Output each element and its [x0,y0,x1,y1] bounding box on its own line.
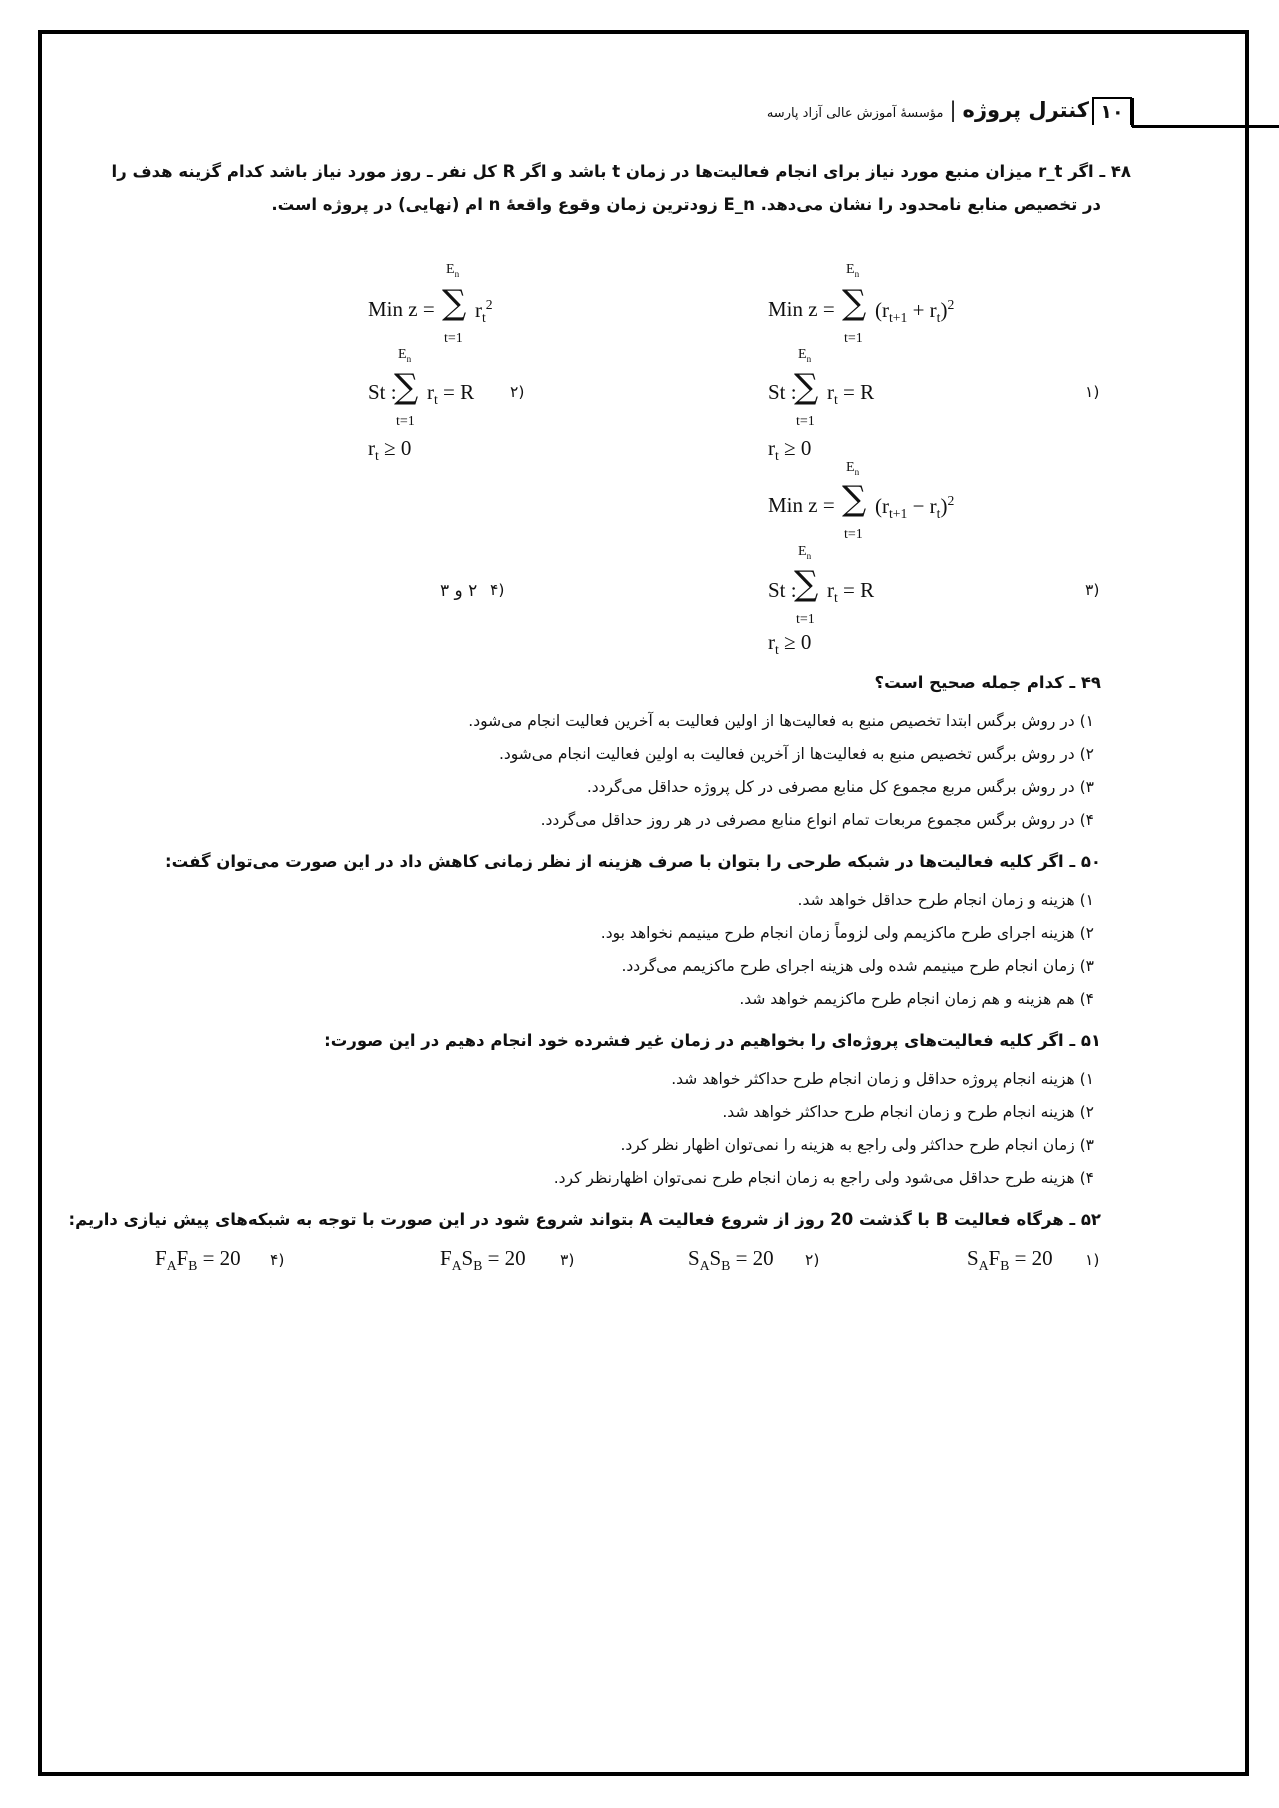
opt1-eq-R: = R [843,380,875,404]
opt2-eq-R: = R [443,380,475,404]
q50-question: ۵۰ ـ اگر کلیه فعالیت‌ها در شبکه طرحی را بتوان با صرف هزینه از نظر زمانی کاهش داد در این صورت می‌توان گفت: [165,852,1101,871]
opt3-st-lower: t=1 [796,612,815,627]
q51-option-4: ۴) هزینه طرح حداقل می‌شود ولی راجع به زمان انجام طرح نمی‌توان اظهارنظر کرد. [553,1169,1094,1187]
opt3-nonneg: $r_t \ge 0$ [768,630,812,658]
opt2-upper-n: n [454,268,460,279]
q51-question: ۵۱ ـ اگر کلیه فعالیت‌های پروژه‌ای را بخواهیم در زمان غیر فشرده خود انجام دهیم در این صورت: [324,1031,1101,1050]
opt2-ge0: ≥ 0 [384,436,412,460]
opt3-constraint: $r_t = R$ [827,578,875,606]
opt1-st-lower: t=1 [796,414,815,429]
q48-line1 [112,162,1131,181]
opt3-sum-lower: t=1 [844,527,863,542]
q49-option-3: ۳) در روش برگس مربع مجموع کل منابع مصرفی در کل پروژه حداقل می‌گردد. [586,778,1094,796]
opt3-objective: $(r_{t+1} - r_t)^2$ [875,493,955,522]
q52-expr-2: $S_AS_B = 20$ [688,1246,774,1274]
opt3-sigma-icon: ∑ [842,479,867,519]
q48-line2-text: در تخصیص منابع نامحدود را نشان می‌دهد. E_n زودترین زمان وقوع واقعهٔ n ام (نهایی) در پروژه است. [271,195,1101,214]
opt3-sum-upper: $E_n$ [846,460,860,477]
q52-label-1: (۱ [1085,1251,1100,1269]
q51-option-2: ۲) هزینه انجام طرح و زمان انجام طرح حداکثر خواهد شد. [722,1103,1094,1121]
opt3-st-upper: $E_n$ [798,544,812,561]
opt2-st-lower: t=1 [396,414,415,429]
q49-option-4: ۴) در روش برگس مجموع مربعات تمام انواع منابع مصرفی در هر روز حداقل می‌گردد. [540,811,1094,829]
q52-label-4: (۴ [270,1251,285,1269]
opt2-sum-lower: t=1 [444,331,463,346]
q49-option-1: ۱) در روش برگس ابتدا تخصیص منبع به فعالیت‌ها از اولین فعالیت به آخرین فعالیت انجام می‌شود. [468,712,1094,730]
opt2-nonneg: $r_t \ge 0$ [368,436,412,464]
q48-label-3: (۳ [1085,581,1100,599]
q48-label-2: (۲ [510,383,525,401]
q48-line1-text: ۴۸ ـ اگر r_t میزان منبع مورد نیاز برای انجام فعالیت‌ها در زمان t باشد و اگر R کل نفر ـ روز مورد نیاز باشد کدام گزینه هدف را [111,162,1131,181]
q48-line2 [271,195,1101,214]
opt2-constraint: $r_t = R$ [427,380,475,408]
opt2-upper-e: E [446,262,455,277]
opt2-sum-upper [446,262,459,279]
opt1-ge0: ≥ 0 [784,436,812,460]
opt3-st-label: St : [768,578,797,602]
opt1-sum-upper: $E_n$ [846,262,860,279]
header-rule [1132,125,1279,128]
header-separator: | [949,98,957,122]
q48-option-4-text: ۲ و ۳ [440,581,478,601]
opt3-min-label: Min z = [768,493,835,517]
q50-option-1: ۱) هزینه و زمان انجام طرح حداقل خواهد شد. [797,891,1094,909]
opt1-st-upper: $E_n$ [798,347,812,364]
q52-expr-3: $F_AS_B = 20$ [440,1246,526,1274]
q50-option-3: ۳) زمان انجام طرح مینیمم شده ولی هزینه اجرای طرح ماکزیمم می‌گردد. [621,957,1094,975]
opt1-min-label: Min z = [768,297,835,321]
q48-label-4: (۴ [490,581,505,599]
q49-option-2: ۲) در روش برگس تخصیص منبع به فعالیت‌ها از آخرین فعالیت به اولین فعالیت انجام می‌شود. [498,745,1094,763]
q49-question: ۴۹ ـ کدام جمله صحیح است؟ [874,673,1101,692]
q52-label-3: (۳ [560,1251,575,1269]
q52-question: ۵۲ ـ هرگاه فعالیت B با گذشت 20 روز از شروع فعالیت A بتواند شروع شود در این صورت با توجه به شبکه‌های پیش نیازی داریم: [68,1210,1101,1229]
q51-option-1: ۱) هزینه انجام پروژه حداقل و زمان انجام طرح حداکثر خواهد شد. [671,1070,1094,1088]
q48-label-1: (۱ [1085,383,1100,401]
opt3-eq-R: = R [843,578,875,602]
opt1-sum-lower: t=1 [844,331,863,346]
opt1-objective: $(r_{t+1} + r_t)^2$ [875,297,955,326]
q52-label-2: (۲ [805,1251,820,1269]
opt2-sigma-icon: ∑ [442,283,467,323]
book-title: کنترل پروژه [962,98,1089,122]
q51-option-3: ۳) زمان انجام طرح حداکثر ولی راجع به هزینه را نمی‌توان اظهار نظر کرد. [620,1136,1094,1154]
opt2-min-label: Min z = [368,297,435,321]
opt2-st-label: St : [368,380,397,404]
header-title-group [767,98,1089,122]
institute-name: مؤسسهٔ آموزش عالی آزاد پارسه [766,106,944,121]
opt3-st-sigma-icon: ∑ [794,564,819,604]
opt1-st-sigma-icon: ∑ [794,367,819,407]
q52-expr-4: $F_AF_B = 20$ [155,1246,241,1274]
opt3-ge0: ≥ 0 [784,630,812,654]
opt2-st-upper: $E_n$ [398,347,412,364]
q52-expr-1: $S_AF_B = 20$ [967,1246,1053,1274]
page-number: ۱۰ [1092,97,1132,125]
opt1-sigma-icon: ∑ [842,283,867,323]
opt1-st-label: St : [768,380,797,404]
opt2-st-sigma-icon: ∑ [394,367,419,407]
q50-option-2: ۲) هزینه اجرای طرح ماکزیمم ولی لزوماً زمان انجام طرح مینیمم نخواهد بود. [600,924,1094,942]
q50-option-4: ۴) هم هزینه و هم زمان انجام طرح ماکزیمم خواهد شد. [739,990,1094,1008]
opt1-nonneg: $r_t \ge 0$ [768,436,812,464]
opt2-objective: $r_t^2$ [475,297,493,326]
opt1-constraint: $r_t = R$ [827,380,875,408]
